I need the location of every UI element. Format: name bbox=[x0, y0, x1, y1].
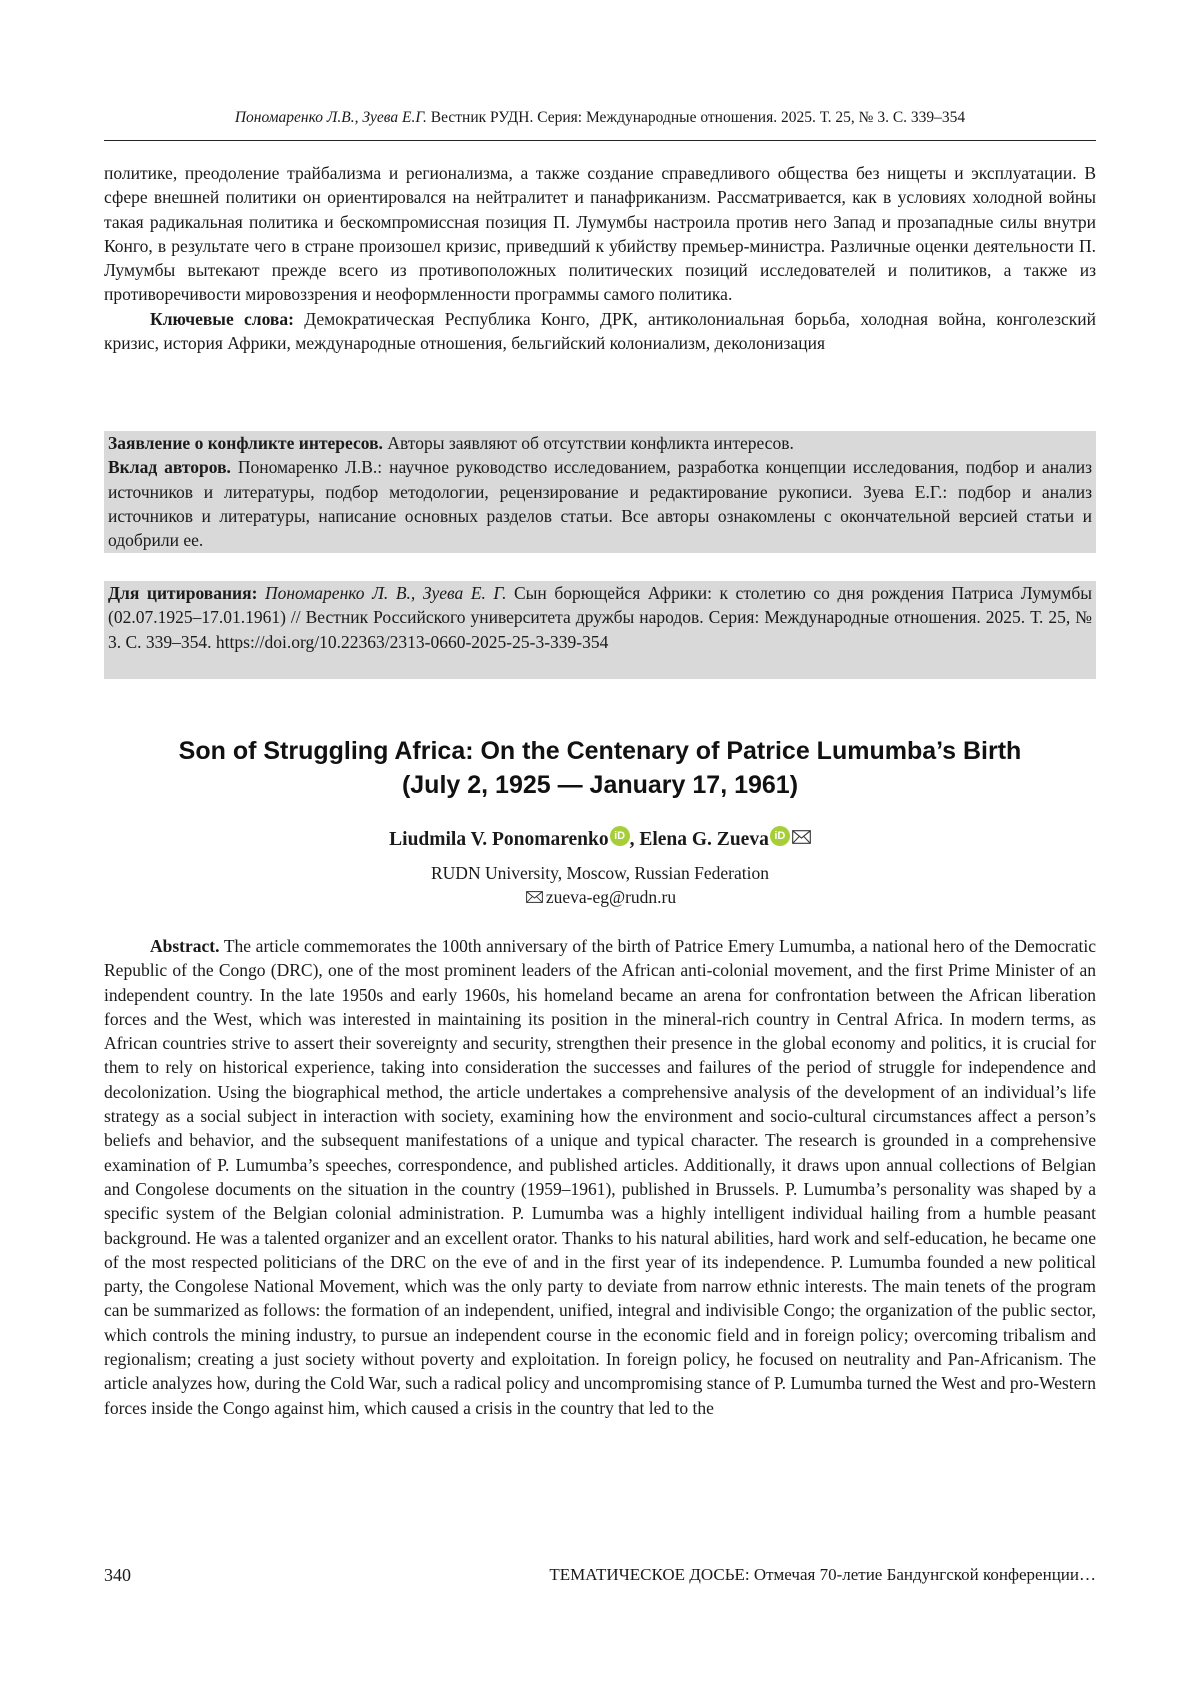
english-abstract bbox=[104, 934, 1096, 1420]
envelope-icon[interactable] bbox=[792, 830, 811, 844]
title-line-1: Son of Struggling Africa: On the Centenary of Patrice Lumumba’s Birth bbox=[104, 734, 1096, 768]
author-line bbox=[104, 826, 1096, 853]
section-title: ТЕМАТИЧЕСКОЕ ДОСЬЕ: Отмечая 70-летие Бандунгской конференции… bbox=[549, 1564, 1096, 1586]
citation-box bbox=[104, 581, 1096, 679]
conflict-text: Авторы заявляют об отсутствии конфликта интересов. bbox=[383, 433, 794, 453]
contributions-label: Вклад авторов. bbox=[108, 457, 231, 477]
envelope-icon bbox=[526, 891, 543, 903]
header-journal: Вестник РУДН. Серия: Международные отношения. 2025. Т. 25, № 3. С. 339–354 bbox=[427, 109, 965, 126]
page-number: 340 bbox=[104, 1564, 131, 1586]
russian-keywords bbox=[104, 307, 1096, 356]
russian-abstract-continuation: политике, преодоление трайбализма и регионализма, а также создание справедливого общества без нищеты и эксплуатации. В сфере внешней политики он ориентировался на нейтралитет и панафриканизм. Рассмат­ривается, как в условиях холодной войны такая радикальная политика и бескомпромиссная позиция П. Лумумбы настроила против него Запад и прозападные силы внутри Конго, в результате чего в стране произошел кризис, приведший к убийству премьер-министра. Различные оценки деятельности П. Лумумбы вытекают прежде всего из противоположных политических позиций исследователей и политиков, а также из противоречивости мировоззрения и неоформленности программы самого политика. bbox=[104, 161, 1096, 307]
abstract-label: Abstract. bbox=[150, 936, 220, 956]
header-divider bbox=[104, 140, 1096, 141]
conflict-of-interest-box bbox=[104, 431, 1096, 553]
keywords-text: Демократическая Республика Конго, ДРК, антиколониальная борьба, холодная война, конголезский кризис, история Африки, международные отношения, бельгийский колониализм, деколонизация bbox=[104, 309, 1096, 353]
running-header bbox=[104, 108, 1096, 128]
english-abstract-text bbox=[104, 934, 1096, 1420]
orcid-icon[interactable]: iD bbox=[610, 826, 630, 846]
email-link[interactable]: zueva-eg@rudn.ru bbox=[546, 887, 676, 907]
orcid-icon[interactable]: iD bbox=[770, 826, 790, 846]
article-title bbox=[104, 734, 1096, 802]
citation-authors: Пономаренко Л. В., Зуева Е. Г. bbox=[257, 583, 506, 603]
keywords-label: Ключевые слова: bbox=[150, 309, 294, 329]
header-authors: Пономаренко Л.В., Зуева Е.Г. bbox=[235, 109, 427, 126]
author-contributions bbox=[108, 455, 1092, 552]
abstract-body: The article commemorates the 100th anniversary of the birth of Patrice Emery Lumumba, a national hero of the Democratic Republic of the Congo (DRC), one of the most prominent leaders of the African anti-colonial movement, and the first Prime Minister of an independent country. In the late 1950s and early 1960s, his homeland became an arena for confrontation between the African liberation forces and the West, which was interested in maintaining its position in the mineral-rich country in Central Africa. In modern terms, as African countries strive to assert their sovereignty and security, strengthen their presence in the global economy and politics, it is crucial for them to rely on historical experience, taking into consideration the successes and failures of the period of struggle for independence and decolonization. Using the biographical method, the article undertakes a comprehensive analysis of the development of an individual’s life strategy as a social subject in interaction with society, examining how the environment and socio-cultural circumstances affect a person’s beliefs and behavior, and the subsequent manifestations of a unique and typical character. The research is grounded in a comprehensive examination of P. Lumumba’s speeches, correspondence, and published articles. Additionally, it draws upon annual collections of Belgian and Congolese documents on the situation in the country (1959–1961), published in Brussels. P. Lumumba’s personality was shaped by a specific system of the Belgian colonial administration. P. Lumumba was a highly intelligent individual hailing from a humble peasant background. He was a talented organizer and an excellent orator. Thanks to his natural abilities, hard work and self-education, he became one of the most respected politicians of the DRC on the eve of and in the first year of its independence. P. Lumumba founded a new political party, the Congolese National Movement, which was the only party to deviate from narrow ethnic interests. The main tenets of the program can be summarized as follows: the formation of an independent, unified, integral and indivisible Congo; the organization of the public sector, which controls the mining industry, to pursue an independent course in the economic field and in foreign policy; overcoming tribalism and regionalism; creating a just society without poverty and exploitation. In foreign policy, he focused on neutrality and Pan-Africanism. The article analyzes how, during the Cold War, such a radical policy and uncompromising stance of P. Lumumba turned the West and pro-Western forces inside the Congo against him, which caused a crisis in the country that led to the bbox=[104, 936, 1096, 1418]
author-1-name: Liudmila V. Ponomarenko bbox=[389, 829, 608, 850]
citation-body: Сын борющейся Африки: к столетию со дня рождения Патриса Лумумбы (02.07.1925–17.01.1961) // Вестник Российского университета дружбы народов. Серия: Международные отношения. 2025. Т. 25, № 3. С. 339–354. https://doi.org/10.22363/2313-0660-2025-25-3-339-354 bbox=[108, 583, 1092, 652]
affiliation: RUDN University, Moscow, Russian Federation bbox=[104, 861, 1096, 885]
russian-abstract bbox=[104, 161, 1096, 355]
contributions-text: Пономаренко Л.В.: научное руководство исследованием, разработка концепции исследова­ния, подбор и анализ источников и литературы, подбор методологии, рецензирование и редактирование рукописи. Зуева Е.Г.: подбор и анализ источников и литературы, написание основных разделов статьи. Все авторы ознакомлены с окончательной версией статьи и одобрили ее. bbox=[108, 457, 1092, 550]
conflict-label: Заявление о конфликте интересов. bbox=[108, 433, 383, 453]
citation-text bbox=[108, 581, 1092, 654]
author-2-name: Elena G. Zueva bbox=[639, 829, 768, 850]
citation-label: Для цитирования: bbox=[108, 583, 257, 603]
title-line-2: (July 2, 1925 — January 17, 1961) bbox=[104, 768, 1096, 802]
author-separator: , bbox=[630, 829, 640, 850]
conflict-statement bbox=[108, 431, 1092, 455]
email-line bbox=[104, 885, 1096, 909]
